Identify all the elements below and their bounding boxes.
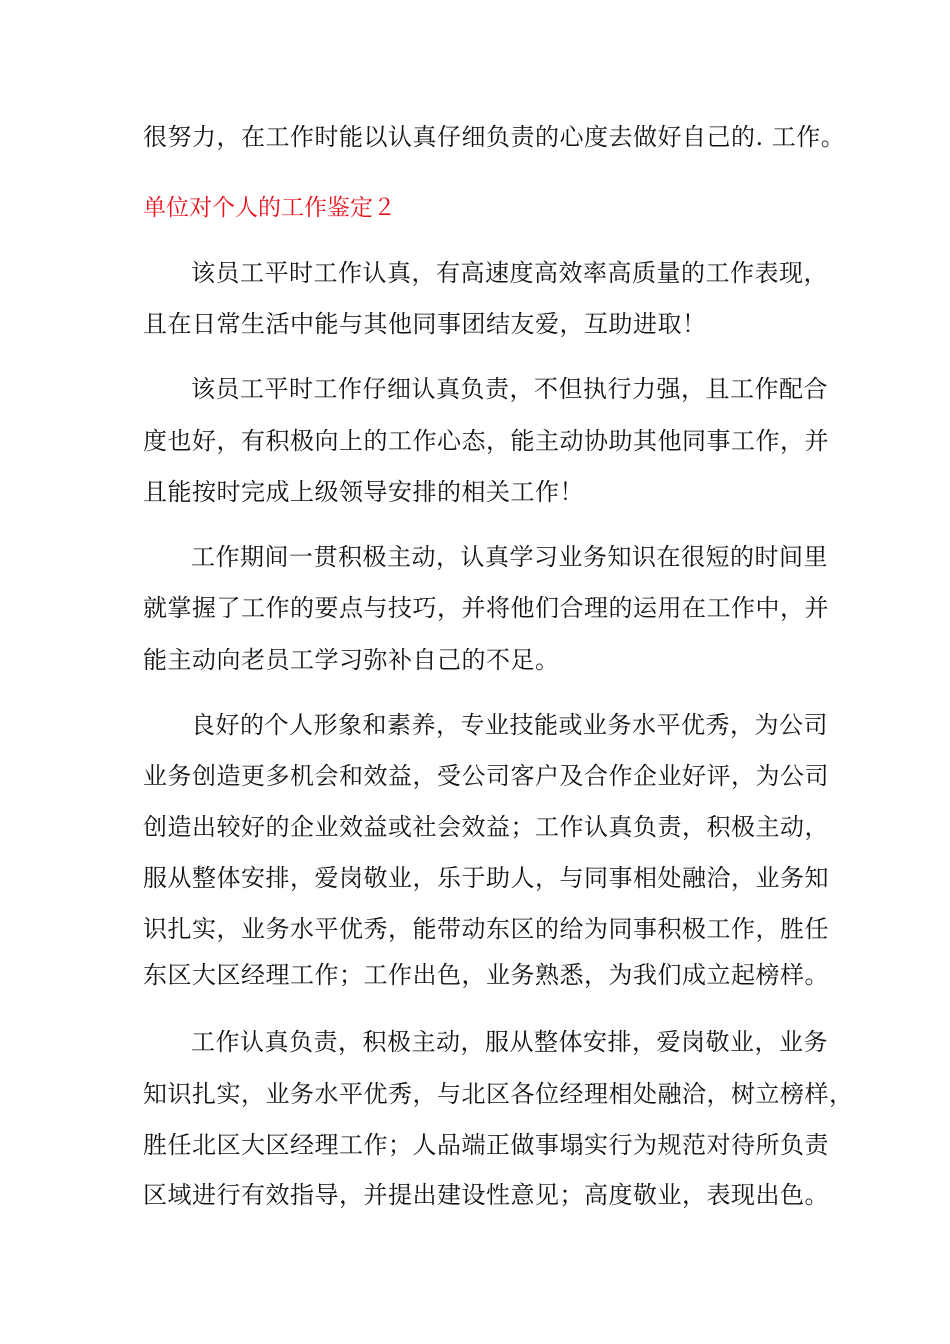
paragraph-line: 度也好，有积极向上的工作心态，能主动协助其他同事工作，并 [143, 427, 829, 455]
paragraph-line: 能主动向老员工学习弥补自己的不足。 [143, 646, 560, 674]
paragraph-line: 识扎实，业务水平优秀，能带动东区的给为同事积极工作，胜任 [143, 915, 829, 943]
intro-line: 很努力，在工作时能以认真仔细负责的心度去做好自己的. 工作。 [143, 123, 846, 151]
paragraph-line: 该员工平时工作仔细认真负责，不但执行力强，且工作配合 [191, 375, 828, 403]
paragraph-line: 且能按时完成上级领导安排的相关工作！ [143, 478, 584, 506]
paragraph-line: 良好的个人形象和素养，专业技能或业务水平优秀，为公司 [191, 711, 828, 739]
paragraph-line: 该员工平时工作认真，有高速度高效率高质量的工作表现， [191, 259, 828, 287]
paragraph-line: 知识扎实，业务水平优秀，与北区各位经理相处融洽，树立榜样， [143, 1080, 854, 1108]
paragraph-line: 业务创造更多机会和效益，受公司客户及合作企业好评，为公司 [143, 762, 829, 790]
paragraph-line: 创造出较好的企业效益或社会效益；工作认真负责，积极主动， [143, 813, 829, 841]
paragraph-line: 工作期间一贯积极主动，认真学习业务知识在很短的时间里 [191, 543, 828, 571]
paragraph-line: 区域进行有效指导，并提出建设性意见；高度敬业，表现出色。 [143, 1181, 829, 1209]
paragraph-line: 工作认真负责，积极主动，服从整体安排，爱岗敬业，业务 [191, 1028, 828, 1056]
paragraph-line: 东区大区经理工作；工作出色，业务熟悉，为我们成立起榜样。 [143, 961, 829, 989]
paragraph-line: 就掌握了工作的要点与技巧，并将他们合理的运用在工作中，并 [143, 594, 829, 622]
paragraph-line: 胜任北区大区经理工作；人品端正做事塌实行为规范对待所负责 [143, 1131, 829, 1159]
section-heading: 单位对个人的工作鉴定２ [143, 195, 396, 221]
paragraph-line: 服从整体安排，爱岗敬业，乐于助人，与同事相处融洽，业务知 [143, 864, 829, 892]
paragraph-line: 且在日常生活中能与其他同事团结友爱，互助进取！ [143, 310, 707, 338]
